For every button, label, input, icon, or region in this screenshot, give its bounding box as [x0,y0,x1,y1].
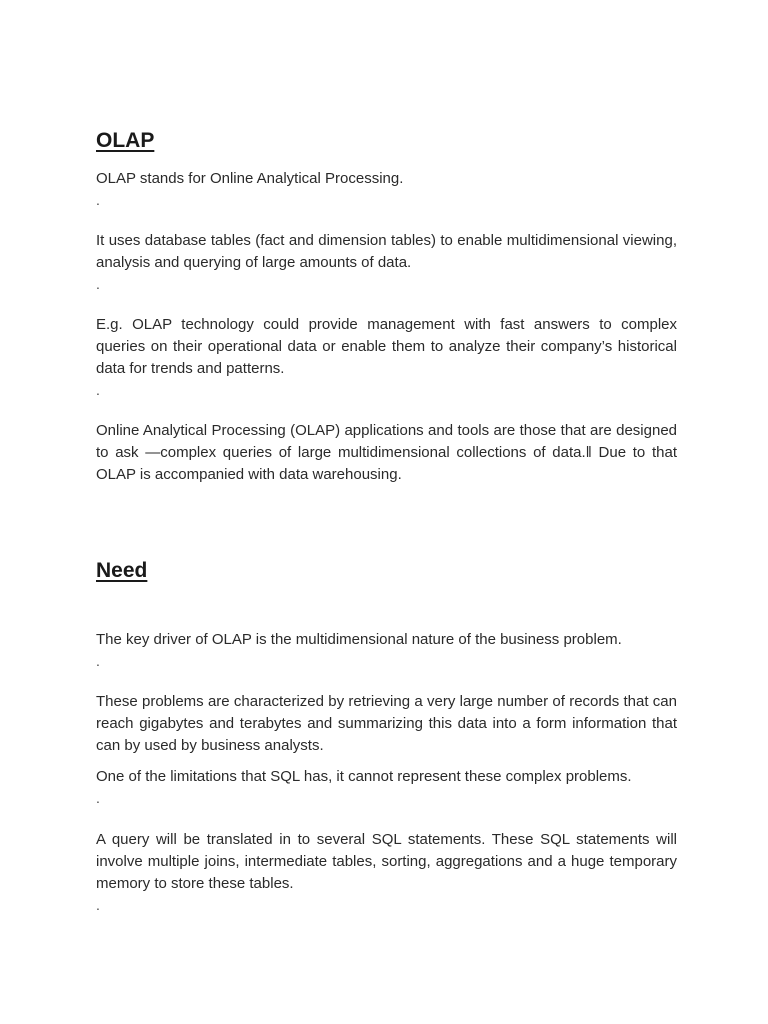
paragraph-olap-definition: OLAP stands for Online Analytical Processing. [96,170,404,187]
paragraph-olap-tables: It uses database tables (fact and dimension tables) to enable multidimensional viewing, analysis and querying of large amounts of data. [96,232,677,271]
paragraph-need-driver: The key driver of OLAP is the multidimensional nature of the business problem. [96,631,622,648]
separator-dot: . [96,382,100,398]
paragraph-olap-applications: Online Analytical Processing (OLAP) applications and tools are those that are designed to ask ―complex queries of large multidimensional collections of data.‖ Due to that OLAP is accompanied with data warehousing. [96,422,677,483]
separator-dot: . [96,653,100,669]
separator-dot: . [96,790,100,806]
separator-dot: . [96,192,100,208]
paragraph-need-sql-limitations: One of the limitations that SQL has, it cannot represent these complex problems. [96,768,632,785]
paragraph-need-problems: These problems are characterized by retrieving a very large number of records that can reach gigabytes and terabytes and summarizing this data into a form information that can by used by business analysts. [96,693,677,754]
section-heading-olap: OLAP [96,129,155,152]
paragraph-need-query-translation: A query will be translated in to several SQL statements. These SQL statements will involve multiple joins, intermediate tables, sorting, aggregations and a huge temporary memory to store these tables. [96,831,677,892]
separator-dot: . [96,897,100,913]
section-heading-need: Need [96,559,148,582]
paragraph-olap-example: E.g. OLAP technology could provide management with fast answers to complex queries on their operational data or enable them to analyze their company’s historical data for trends and patterns. [96,316,677,377]
separator-dot: . [96,276,100,292]
